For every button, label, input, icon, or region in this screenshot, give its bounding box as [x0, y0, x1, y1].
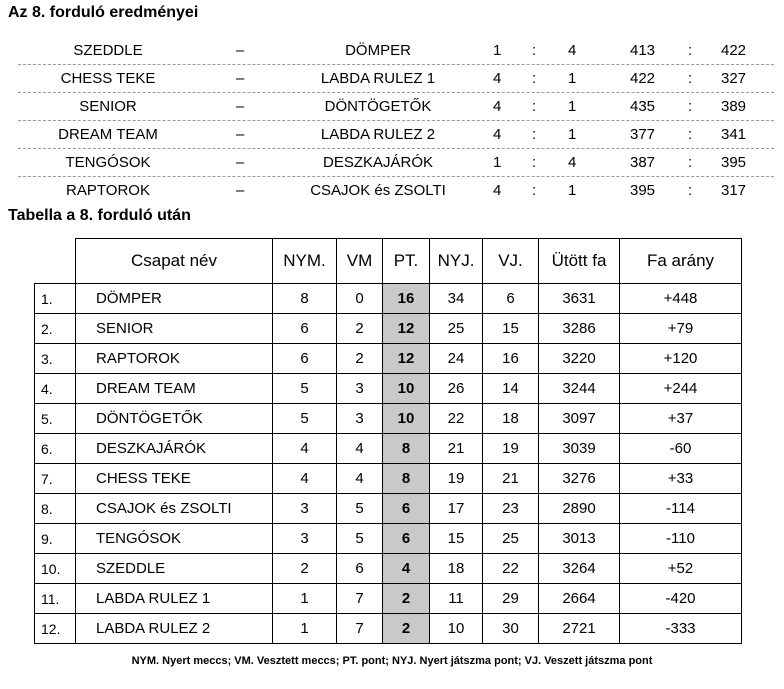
result-away: DÖNTÖGETŐK — [324, 98, 432, 115]
cell-arany: -114 — [620, 494, 742, 524]
cell-rank: 9. — [35, 524, 76, 554]
cell-team: DESZKAJÁRÓK — [76, 434, 273, 464]
result-colon: : — [532, 154, 537, 171]
result-away-pins: 395 — [721, 154, 747, 171]
cell-nym: 6 — [273, 314, 337, 344]
result-colon: : — [688, 98, 693, 115]
cell-rank: 10. — [35, 554, 76, 584]
cell-pt: 12 — [383, 344, 430, 374]
cell-pt: 2 — [383, 584, 430, 614]
result-away: DÖMPER — [345, 42, 411, 59]
cell-vj: 25 — [483, 524, 539, 554]
cell-arany: +52 — [620, 554, 742, 584]
cell-vj: 22 — [483, 554, 539, 584]
result-home: SZEDDLE — [73, 42, 143, 59]
cell-rank: 2. — [35, 314, 76, 344]
table-row — [35, 554, 742, 584]
results-title: Az 8. forduló eredményei — [8, 4, 199, 21]
cell-vm: 4 — [337, 434, 383, 464]
result-home-pins: 435 — [630, 98, 656, 115]
cell-team: DÖNTÖGETŐK — [76, 404, 273, 434]
result-row — [18, 177, 774, 204]
cell-vj: 19 — [483, 434, 539, 464]
result-colon: : — [532, 126, 537, 143]
table-row — [35, 284, 742, 314]
cell-vj: 15 — [483, 314, 539, 344]
header-vj: VJ. — [483, 239, 539, 284]
header-rank — [35, 239, 76, 284]
result-dash: – — [236, 42, 245, 59]
cell-fa: 2890 — [539, 494, 620, 524]
result-colon: : — [688, 70, 693, 87]
cell-nyj: 15 — [430, 524, 483, 554]
result-home-pins: 395 — [630, 182, 656, 199]
cell-arany: -420 — [620, 584, 742, 614]
cell-team: LABDA RULEZ 2 — [76, 614, 273, 644]
table-row — [35, 584, 742, 614]
cell-nyj: 10 — [430, 614, 483, 644]
results-list — [18, 37, 774, 204]
result-home-games: 4 — [493, 126, 502, 143]
result-home: TENGÓSOK — [65, 154, 151, 171]
result-row — [18, 149, 774, 177]
cell-vj: 18 — [483, 404, 539, 434]
legend: NYM. Nyert meccs; VM. Vesztett meccs; PT. pont; NYJ. Nyert játszma pont; VJ. Veszett játszma pont — [131, 655, 653, 667]
cell-fa: 3631 — [539, 284, 620, 314]
cell-nym: 5 — [273, 404, 337, 434]
result-home: RAPTOROK — [66, 182, 150, 199]
cell-pt: 12 — [383, 314, 430, 344]
cell-nym: 4 — [273, 464, 337, 494]
cell-rank: 8. — [35, 494, 76, 524]
cell-vm: 6 — [337, 554, 383, 584]
cell-pt: 16 — [383, 284, 430, 314]
result-away-games: 1 — [568, 126, 577, 143]
result-home: SENIOR — [79, 98, 137, 115]
cell-vj: 6 — [483, 284, 539, 314]
cell-pt: 10 — [383, 374, 430, 404]
header-pt: PT. — [383, 239, 430, 284]
cell-nym: 1 — [273, 584, 337, 614]
cell-nyj: 21 — [430, 434, 483, 464]
table-row — [35, 374, 742, 404]
cell-fa: 2721 — [539, 614, 620, 644]
cell-rank: 6. — [35, 434, 76, 464]
result-colon: : — [532, 70, 537, 87]
header-team: Csapat név — [76, 239, 273, 284]
table-row — [35, 404, 742, 434]
result-away: LABDA RULEZ 2 — [320, 126, 436, 143]
header-arany: Fa arány — [620, 239, 742, 284]
cell-pt: 6 — [383, 494, 430, 524]
cell-rank: 12. — [35, 614, 76, 644]
cell-rank: 11. — [35, 584, 76, 614]
result-away-games: 1 — [568, 98, 577, 115]
cell-nyj: 24 — [430, 344, 483, 374]
cell-team: DREAM TEAM — [76, 374, 273, 404]
cell-fa: 3039 — [539, 434, 620, 464]
cell-vj: 14 — [483, 374, 539, 404]
cell-vj: 23 — [483, 494, 539, 524]
cell-arany: -110 — [620, 524, 742, 554]
cell-team: SZEDDLE — [76, 554, 273, 584]
cell-vm: 4 — [337, 464, 383, 494]
cell-nyj: 11 — [430, 584, 483, 614]
result-home: DREAM TEAM — [58, 126, 158, 143]
cell-nym: 2 — [273, 554, 337, 584]
cell-fa: 3220 — [539, 344, 620, 374]
table-row — [35, 614, 742, 644]
table-header-row — [35, 239, 742, 284]
cell-team: CHESS TEKE — [76, 464, 273, 494]
result-dash: – — [236, 98, 245, 115]
result-colon: : — [688, 182, 693, 199]
header-nym: NYM. — [273, 239, 337, 284]
result-away: LABDA RULEZ 1 — [320, 70, 436, 87]
result-colon: : — [532, 42, 537, 59]
result-dash: – — [236, 126, 245, 143]
result-away-games: 1 — [568, 182, 577, 199]
cell-vj: 21 — [483, 464, 539, 494]
cell-nym: 8 — [273, 284, 337, 314]
cell-nyj: 26 — [430, 374, 483, 404]
result-row — [18, 37, 774, 65]
result-home-pins: 387 — [630, 154, 656, 171]
result-dash: – — [236, 182, 245, 199]
cell-nyj: 18 — [430, 554, 483, 584]
result-home-games: 1 — [493, 42, 502, 59]
result-colon: : — [688, 154, 693, 171]
cell-nym: 3 — [273, 524, 337, 554]
cell-vm: 7 — [337, 584, 383, 614]
cell-fa: 3013 — [539, 524, 620, 554]
cell-pt: 8 — [383, 434, 430, 464]
result-dash: – — [236, 154, 245, 171]
cell-nym: 5 — [273, 374, 337, 404]
table-row — [35, 524, 742, 554]
result-home-pins: 413 — [630, 42, 656, 59]
result-colon: : — [532, 98, 537, 115]
cell-fa: 3264 — [539, 554, 620, 584]
cell-pt: 8 — [383, 464, 430, 494]
cell-vm: 0 — [337, 284, 383, 314]
result-home-pins: 422 — [630, 70, 656, 87]
result-away: CSAJOK és ZSOLTI — [310, 182, 446, 199]
cell-nyj: 34 — [430, 284, 483, 314]
cell-vm: 3 — [337, 374, 383, 404]
result-home-games: 1 — [493, 154, 502, 171]
cell-team: LABDA RULEZ 1 — [76, 584, 273, 614]
cell-vm: 3 — [337, 404, 383, 434]
result-away-games: 1 — [568, 70, 577, 87]
result-dash: – — [236, 70, 245, 87]
cell-rank: 1. — [35, 284, 76, 314]
result-away-games: 4 — [568, 42, 577, 59]
result-away-pins: 327 — [721, 70, 747, 87]
result-away-pins: 341 — [721, 126, 747, 143]
cell-nyj: 25 — [430, 314, 483, 344]
header-vm: VM — [337, 239, 383, 284]
cell-rank: 7. — [35, 464, 76, 494]
table-title: Tabella a 8. forduló után — [8, 207, 191, 224]
cell-fa: 3097 — [539, 404, 620, 434]
result-away: DESZKAJÁRÓK — [322, 154, 434, 171]
cell-team: RAPTOROK — [76, 344, 273, 374]
table-row — [35, 434, 742, 464]
cell-team: TENGÓSOK — [76, 524, 273, 554]
result-row — [18, 121, 774, 149]
result-home-games: 4 — [493, 98, 502, 115]
cell-arany: +79 — [620, 314, 742, 344]
cell-vj: 30 — [483, 614, 539, 644]
cell-vm: 2 — [337, 314, 383, 344]
cell-pt: 4 — [383, 554, 430, 584]
cell-vm: 2 — [337, 344, 383, 374]
cell-arany: -60 — [620, 434, 742, 464]
cell-fa: 3286 — [539, 314, 620, 344]
result-colon: : — [688, 42, 693, 59]
result-away-pins: 389 — [721, 98, 747, 115]
cell-nym: 4 — [273, 434, 337, 464]
result-colon: : — [532, 182, 537, 199]
table-row — [35, 314, 742, 344]
result-row — [18, 93, 774, 121]
cell-arany: +37 — [620, 404, 742, 434]
cell-arany: +448 — [620, 284, 742, 314]
cell-vm: 5 — [337, 494, 383, 524]
cell-fa: 2664 — [539, 584, 620, 614]
table-row — [35, 344, 742, 374]
cell-vm: 5 — [337, 524, 383, 554]
table-row — [35, 494, 742, 524]
cell-team: DÖMPER — [76, 284, 273, 314]
cell-nyj: 22 — [430, 404, 483, 434]
cell-nyj: 19 — [430, 464, 483, 494]
cell-team: CSAJOK és ZSOLTI — [76, 494, 273, 524]
cell-arany: +33 — [620, 464, 742, 494]
cell-fa: 3276 — [539, 464, 620, 494]
cell-arany: +120 — [620, 344, 742, 374]
result-away-pins: 317 — [721, 182, 747, 199]
cell-pt: 2 — [383, 614, 430, 644]
cell-rank: 4. — [35, 374, 76, 404]
cell-fa: 3244 — [539, 374, 620, 404]
header-nyj: NYJ. — [430, 239, 483, 284]
cell-arany: -333 — [620, 614, 742, 644]
cell-arany: +244 — [620, 374, 742, 404]
result-home-pins: 377 — [630, 126, 656, 143]
result-home-games: 4 — [493, 182, 502, 199]
result-row — [18, 65, 774, 93]
cell-nyj: 17 — [430, 494, 483, 524]
standings-table — [34, 238, 742, 644]
cell-vj: 29 — [483, 584, 539, 614]
result-home: CHESS TEKE — [60, 70, 156, 87]
cell-vm: 7 — [337, 614, 383, 644]
cell-team: SENIOR — [76, 314, 273, 344]
cell-rank: 5. — [35, 404, 76, 434]
cell-nym: 6 — [273, 344, 337, 374]
cell-nym: 3 — [273, 494, 337, 524]
result-home-games: 4 — [493, 70, 502, 87]
table-row — [35, 464, 742, 494]
result-colon: : — [688, 126, 693, 143]
result-away-pins: 422 — [721, 42, 747, 59]
cell-nym: 1 — [273, 614, 337, 644]
cell-vj: 16 — [483, 344, 539, 374]
header-fa: Ütött fa — [539, 239, 620, 284]
cell-pt: 10 — [383, 404, 430, 434]
result-away-games: 4 — [568, 154, 577, 171]
cell-pt: 6 — [383, 524, 430, 554]
cell-rank: 3. — [35, 344, 76, 374]
